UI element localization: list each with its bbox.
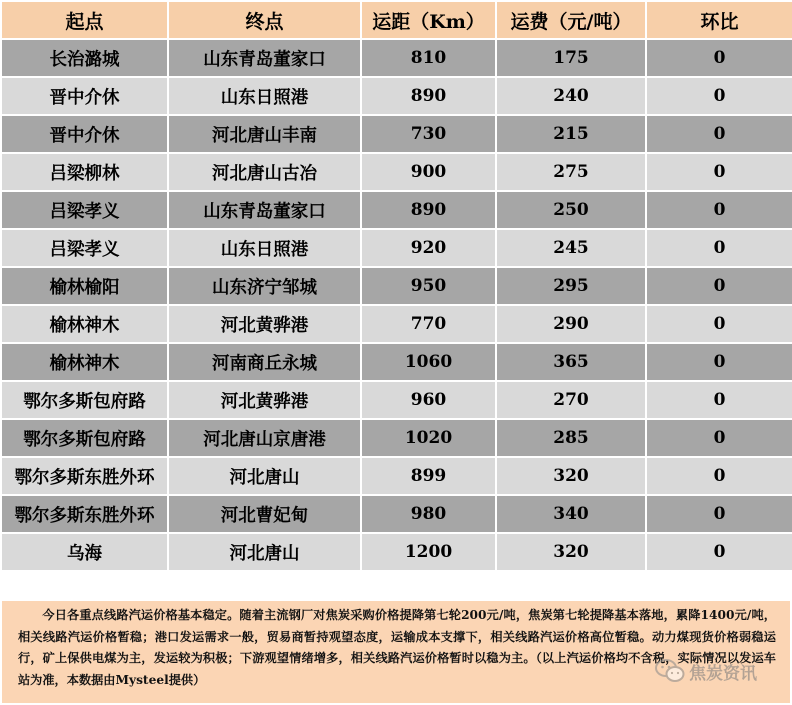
cell-freight: 275 [496,153,646,191]
cell-freight: 245 [496,229,646,267]
cell-destination: 山东日照港 [168,229,361,267]
watermark-text: 焦炭资讯 [689,663,757,684]
cell-origin: 吕梁柳林 [1,153,168,191]
cell-destination: 河北唐山 [168,457,361,495]
cell-change: 0 [646,39,792,77]
cell-origin: 鄂尔多斯包府路 [1,419,168,457]
cell-distance: 950 [361,267,496,305]
cell-freight: 215 [496,115,646,153]
cell-distance: 730 [361,115,496,153]
cell-origin: 长治潞城 [1,39,168,77]
cell-destination: 山东青岛董家口 [168,39,361,77]
cell-change: 0 [646,191,792,229]
cell-freight: 240 [496,77,646,115]
cell-origin: 榆林神木 [1,343,168,381]
cell-change: 0 [646,533,792,571]
cell-freight: 295 [496,267,646,305]
cell-destination: 河北唐山古冶 [168,153,361,191]
cell-change: 0 [646,381,792,419]
table-row [1,343,792,381]
header-distance: 运距（Km） [361,1,496,39]
table-row [1,153,792,191]
cell-destination: 河北曹妃甸 [168,495,361,533]
cell-destination: 山东青岛董家口 [168,191,361,229]
cell-freight: 365 [496,343,646,381]
header-origin: 起点 [1,1,168,39]
cell-origin: 榆林神木 [1,305,168,343]
cell-origin: 吕梁孝义 [1,191,168,229]
header-change: 环比 [646,1,792,39]
cell-origin: 鄂尔多斯包府路 [1,381,168,419]
cell-origin: 鄂尔多斯东胜外环 [1,495,168,533]
cell-change: 0 [646,343,792,381]
cell-change: 0 [646,77,792,115]
cell-freight: 320 [496,457,646,495]
cell-change: 0 [646,115,792,153]
table-header-row [1,1,792,39]
header-destination: 终点 [168,1,361,39]
cell-destination: 山东日照港 [168,77,361,115]
cell-distance: 1200 [361,533,496,571]
table-row [1,381,792,419]
cell-freight: 320 [496,533,646,571]
cell-origin: 晋中介休 [1,115,168,153]
cell-origin: 吕梁孝义 [1,229,168,267]
cell-origin: 晋中介休 [1,77,168,115]
table-row [1,115,792,153]
watermark [655,656,785,686]
table-body [1,39,792,571]
wechat-logo-icon [655,658,685,684]
cell-change: 0 [646,267,792,305]
cell-distance: 890 [361,191,496,229]
cell-destination: 河北唐山 [168,533,361,571]
cell-freight: 270 [496,381,646,419]
cell-distance: 770 [361,305,496,343]
cell-destination: 河北唐山丰南 [168,115,361,153]
cell-distance: 890 [361,77,496,115]
cell-change: 0 [646,153,792,191]
table-row [1,191,792,229]
cell-change: 0 [646,229,792,267]
table-row [1,419,792,457]
cell-freight: 290 [496,305,646,343]
cell-distance: 900 [361,153,496,191]
cell-change: 0 [646,495,792,533]
table-row [1,457,792,495]
market-commentary: 今日各重点线路汽运价格基本稳定。随着主流钢厂对焦炭采购价格提降第七轮200元/吨，焦炭第七轮提降基本落地，累降1400元/吨，相关线路汽运价格暂稳；港口发运需求一般，贸易商暂持观望态度，运输成本支撑下，相关线路汽运价格高位暂稳。动力煤现货价格弱稳运行，矿上保供电煤为主，发运较为积极；下游观望情绪增多，相关线路汽运价格暂时以稳为主。（以上汽运价格均不含税，实际情况以发运车站为准，本数据由Mysteel提供） [2,601,790,703]
table-row [1,267,792,305]
cell-change: 0 [646,419,792,457]
cell-distance: 960 [361,381,496,419]
cell-freight: 340 [496,495,646,533]
cell-distance: 920 [361,229,496,267]
cell-distance: 899 [361,457,496,495]
table-row [1,39,792,77]
cell-freight: 285 [496,419,646,457]
table-row [1,533,792,571]
cell-change: 0 [646,457,792,495]
cell-destination: 山东济宁邹城 [168,267,361,305]
cell-destination: 河南商丘永城 [168,343,361,381]
cell-freight: 250 [496,191,646,229]
cell-destination: 河北黄骅港 [168,381,361,419]
cell-distance: 810 [361,39,496,77]
header-freight: 运费（元/吨） [496,1,646,39]
table-row [1,229,792,267]
cell-origin: 鄂尔多斯东胜外环 [1,457,168,495]
cell-origin: 榆林榆阳 [1,267,168,305]
cell-destination: 河北唐山京唐港 [168,419,361,457]
cell-destination: 河北黄骅港 [168,305,361,343]
cell-origin: 乌海 [1,533,168,571]
table-row [1,305,792,343]
cell-freight: 175 [496,39,646,77]
table-row [1,495,792,533]
cell-distance: 980 [361,495,496,533]
cell-distance: 1060 [361,343,496,381]
cell-change: 0 [646,305,792,343]
cell-distance: 1020 [361,419,496,457]
table-row [1,77,792,115]
